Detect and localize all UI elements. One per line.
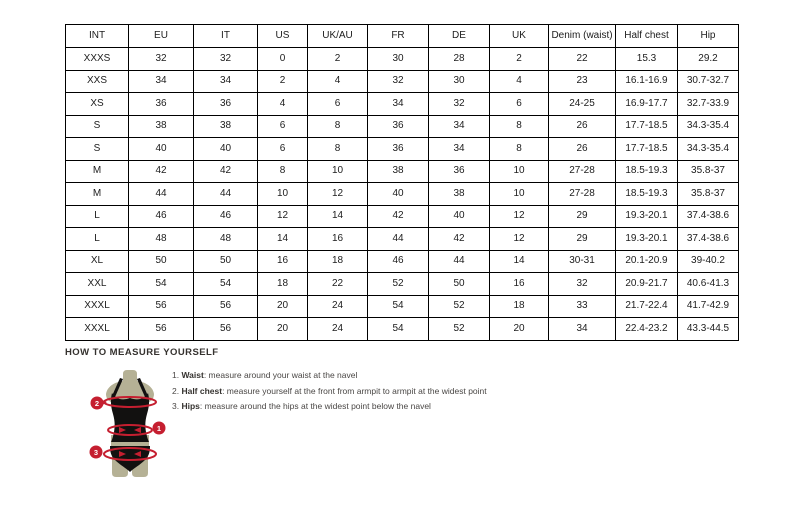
measure-step-text: : measure around your waist at the navel — [203, 370, 358, 380]
column-header: IT — [194, 25, 258, 48]
size-cell: 29 — [549, 228, 616, 251]
table-row — [66, 70, 739, 93]
size-cell: 34 — [129, 70, 194, 93]
size-cell: 27-28 — [549, 160, 616, 183]
measure-step-text: : measure yourself at the front from armpit to armpit at the widest point — [222, 385, 487, 396]
size-cell: 24 — [308, 318, 368, 341]
size-cell: 23 — [549, 70, 616, 93]
size-cell: 34.3-35.4 — [678, 138, 739, 161]
table-row — [66, 273, 739, 296]
size-cell: 36 — [368, 138, 429, 161]
size-cell: 36 — [368, 115, 429, 138]
size-cell: 56 — [194, 318, 258, 341]
size-cell: 14 — [308, 205, 368, 228]
size-cell: 30.7-32.7 — [678, 70, 739, 93]
size-cell: 34 — [194, 70, 258, 93]
size-cell: 29.2 — [678, 48, 739, 71]
size-cell: 30-31 — [549, 250, 616, 273]
size-cell: 4 — [490, 70, 549, 93]
size-cell: XXXL — [66, 295, 129, 318]
size-cell: 16 — [258, 250, 308, 273]
size-cell: 56 — [194, 295, 258, 318]
size-cell: M — [66, 160, 129, 183]
size-cell: 38 — [368, 160, 429, 183]
badge-waist — [153, 422, 166, 435]
size-cell: 16 — [308, 228, 368, 251]
size-cell: 29 — [549, 205, 616, 228]
size-cell: 50 — [194, 250, 258, 273]
size-cell: 36 — [429, 160, 490, 183]
size-cell: S — [66, 138, 129, 161]
size-cell: 16.9-17.7 — [616, 93, 678, 116]
size-cell: XL — [66, 250, 129, 273]
size-cell: 24-25 — [549, 93, 616, 116]
table-row — [66, 318, 739, 341]
size-cell: 2 — [308, 48, 368, 71]
size-cell: 48 — [194, 228, 258, 251]
measure-steps — [172, 371, 592, 418]
size-cell: 0 — [258, 48, 308, 71]
mannequin-illustration-icon — [84, 369, 184, 484]
measure-step — [172, 371, 592, 380]
size-cell: 14 — [258, 228, 308, 251]
size-cell: 32.7-33.9 — [678, 93, 739, 116]
size-cell: XXS — [66, 70, 129, 93]
size-cell: 26 — [549, 115, 616, 138]
size-cell: 54 — [368, 295, 429, 318]
size-cell: 20 — [490, 318, 549, 341]
table-row — [66, 183, 739, 206]
size-cell: 6 — [258, 115, 308, 138]
size-cell: 50 — [129, 250, 194, 273]
size-cell: 42 — [368, 205, 429, 228]
size-cell: 34 — [429, 138, 490, 161]
size-cell: 26 — [549, 138, 616, 161]
size-table-header-row — [66, 25, 739, 48]
size-table-body — [66, 48, 739, 341]
size-cell: 8 — [308, 138, 368, 161]
size-cell: 38 — [429, 183, 490, 206]
size-cell: 10 — [258, 183, 308, 206]
size-cell: 56 — [129, 295, 194, 318]
size-cell: 48 — [129, 228, 194, 251]
size-cell: 40 — [429, 205, 490, 228]
size-cell: 32 — [429, 93, 490, 116]
badge-hips-number: 3 — [93, 447, 99, 457]
size-cell: 10 — [490, 160, 549, 183]
size-cell: 20 — [258, 295, 308, 318]
size-cell: 12 — [258, 205, 308, 228]
badge-hips — [90, 446, 103, 459]
size-cell: 22 — [308, 273, 368, 296]
column-header: EU — [129, 25, 194, 48]
size-cell: 46 — [194, 205, 258, 228]
size-cell: 40 — [368, 183, 429, 206]
size-cell: 6 — [308, 93, 368, 116]
size-cell: 10 — [490, 183, 549, 206]
size-cell: XS — [66, 93, 129, 116]
size-cell: 22.4-23.2 — [616, 318, 678, 341]
size-cell: 4 — [308, 70, 368, 93]
size-cell: 40 — [129, 138, 194, 161]
measure-step — [172, 387, 592, 396]
size-cell: 8 — [490, 115, 549, 138]
size-cell: 40.6-41.3 — [678, 273, 739, 296]
size-cell: XXL — [66, 273, 129, 296]
size-cell: 8 — [490, 138, 549, 161]
size-cell: 44 — [129, 183, 194, 206]
size-cell: 42 — [429, 228, 490, 251]
how-to-measure-heading: HOW TO MEASURE YOURSELF — [65, 347, 219, 358]
size-cell: L — [66, 228, 129, 251]
size-cell: 34 — [549, 318, 616, 341]
table-row — [66, 115, 739, 138]
size-cell: 40 — [194, 138, 258, 161]
size-cell: 27-28 — [549, 183, 616, 206]
size-cell: 52 — [429, 318, 490, 341]
size-cell: 12 — [490, 205, 549, 228]
size-chart-table — [65, 24, 739, 341]
size-cell: 20 — [258, 318, 308, 341]
size-cell: 20.1-20.9 — [616, 250, 678, 273]
size-cell: 18 — [308, 250, 368, 273]
size-cell: 17.7-18.5 — [616, 115, 678, 138]
size-cell: 37.4-38.6 — [678, 205, 739, 228]
size-cell: 8 — [308, 115, 368, 138]
size-cell: 30 — [429, 70, 490, 93]
table-row — [66, 205, 739, 228]
column-header: UK/AU — [308, 25, 368, 48]
measurement-figure — [84, 369, 184, 484]
measure-step-label: Hips — [181, 401, 200, 411]
size-cell: 41.7-42.9 — [678, 295, 739, 318]
size-cell: 42 — [194, 160, 258, 183]
table-row — [66, 93, 739, 116]
column-header: Half chest — [616, 25, 678, 48]
measure-step-label: Waist — [181, 370, 204, 380]
table-row — [66, 250, 739, 273]
measure-step-label: Half chest — [181, 385, 223, 396]
size-cell: 19.3-20.1 — [616, 228, 678, 251]
measure-step-number: 1. — [172, 370, 182, 380]
size-cell: 32 — [129, 48, 194, 71]
size-cell: 38 — [129, 115, 194, 138]
size-cell: 46 — [368, 250, 429, 273]
size-cell: S — [66, 115, 129, 138]
measure-step-number: 2. — [172, 385, 182, 396]
size-cell: 18 — [490, 295, 549, 318]
size-cell: 46 — [129, 205, 194, 228]
size-cell: 17.7-18.5 — [616, 138, 678, 161]
size-cell: 34.3-35.4 — [678, 115, 739, 138]
size-cell: XXXS — [66, 48, 129, 71]
size-cell: 22 — [549, 48, 616, 71]
size-cell: 32 — [194, 48, 258, 71]
size-cell: 30 — [368, 48, 429, 71]
column-header: Denim (waist) — [549, 25, 616, 48]
size-cell: 56 — [129, 318, 194, 341]
size-cell: 28 — [429, 48, 490, 71]
column-header: FR — [368, 25, 429, 48]
size-cell: 16 — [490, 273, 549, 296]
size-cell: 44 — [368, 228, 429, 251]
table-row — [66, 48, 739, 71]
size-cell: 36 — [194, 93, 258, 116]
size-cell: 33 — [549, 295, 616, 318]
size-cell: 36 — [129, 93, 194, 116]
badge-waist-number: 1 — [156, 423, 162, 433]
measure-step-number: 3. — [172, 401, 182, 411]
size-cell: 32 — [368, 70, 429, 93]
size-cell: 18.5-19.3 — [616, 160, 678, 183]
table-row — [66, 160, 739, 183]
size-cell: 54 — [368, 318, 429, 341]
size-cell: 50 — [429, 273, 490, 296]
size-cell: 8 — [258, 160, 308, 183]
size-cell: 10 — [308, 160, 368, 183]
column-header: DE — [429, 25, 490, 48]
size-cell: 15.3 — [616, 48, 678, 71]
size-cell: 35.8-37 — [678, 160, 739, 183]
size-cell: 2 — [258, 70, 308, 93]
badge-half-chest — [91, 397, 104, 410]
size-cell: 34 — [429, 115, 490, 138]
size-cell: 42 — [129, 160, 194, 183]
size-cell: 2 — [490, 48, 549, 71]
size-cell: 24 — [308, 295, 368, 318]
size-cell: 21.7-22.4 — [616, 295, 678, 318]
size-cell: 34 — [368, 93, 429, 116]
size-cell: 43.3-44.5 — [678, 318, 739, 341]
size-cell: 19.3-20.1 — [616, 205, 678, 228]
size-cell: 4 — [258, 93, 308, 116]
size-cell: 12 — [490, 228, 549, 251]
table-row — [66, 295, 739, 318]
column-header: US — [258, 25, 308, 48]
size-cell: 54 — [129, 273, 194, 296]
size-cell: 18.5-19.3 — [616, 183, 678, 206]
measure-step-text: : measure around the hips at the widest point below the navel — [199, 401, 431, 411]
size-cell: 39-40.2 — [678, 250, 739, 273]
size-cell: M — [66, 183, 129, 206]
size-cell: 38 — [194, 115, 258, 138]
size-cell: 12 — [308, 183, 368, 206]
size-cell: 20.9-21.7 — [616, 273, 678, 296]
table-row — [66, 138, 739, 161]
measure-step — [172, 402, 592, 411]
size-cell: 37.4-38.6 — [678, 228, 739, 251]
size-cell: 35.8-37 — [678, 183, 739, 206]
size-cell: 16.1-16.9 — [616, 70, 678, 93]
table-row — [66, 228, 739, 251]
size-cell: 52 — [368, 273, 429, 296]
column-header: INT — [66, 25, 129, 48]
badge-half-chest-number: 2 — [94, 398, 100, 408]
size-cell: 6 — [490, 93, 549, 116]
column-header: UK — [490, 25, 549, 48]
size-cell: 18 — [258, 273, 308, 296]
size-cell: L — [66, 205, 129, 228]
size-cell: 44 — [429, 250, 490, 273]
column-header: Hip — [678, 25, 739, 48]
size-cell: 44 — [194, 183, 258, 206]
size-cell: XXXL — [66, 318, 129, 341]
size-cell: 54 — [194, 273, 258, 296]
size-cell: 52 — [429, 295, 490, 318]
size-cell: 6 — [258, 138, 308, 161]
size-cell: 14 — [490, 250, 549, 273]
size-cell: 32 — [549, 273, 616, 296]
